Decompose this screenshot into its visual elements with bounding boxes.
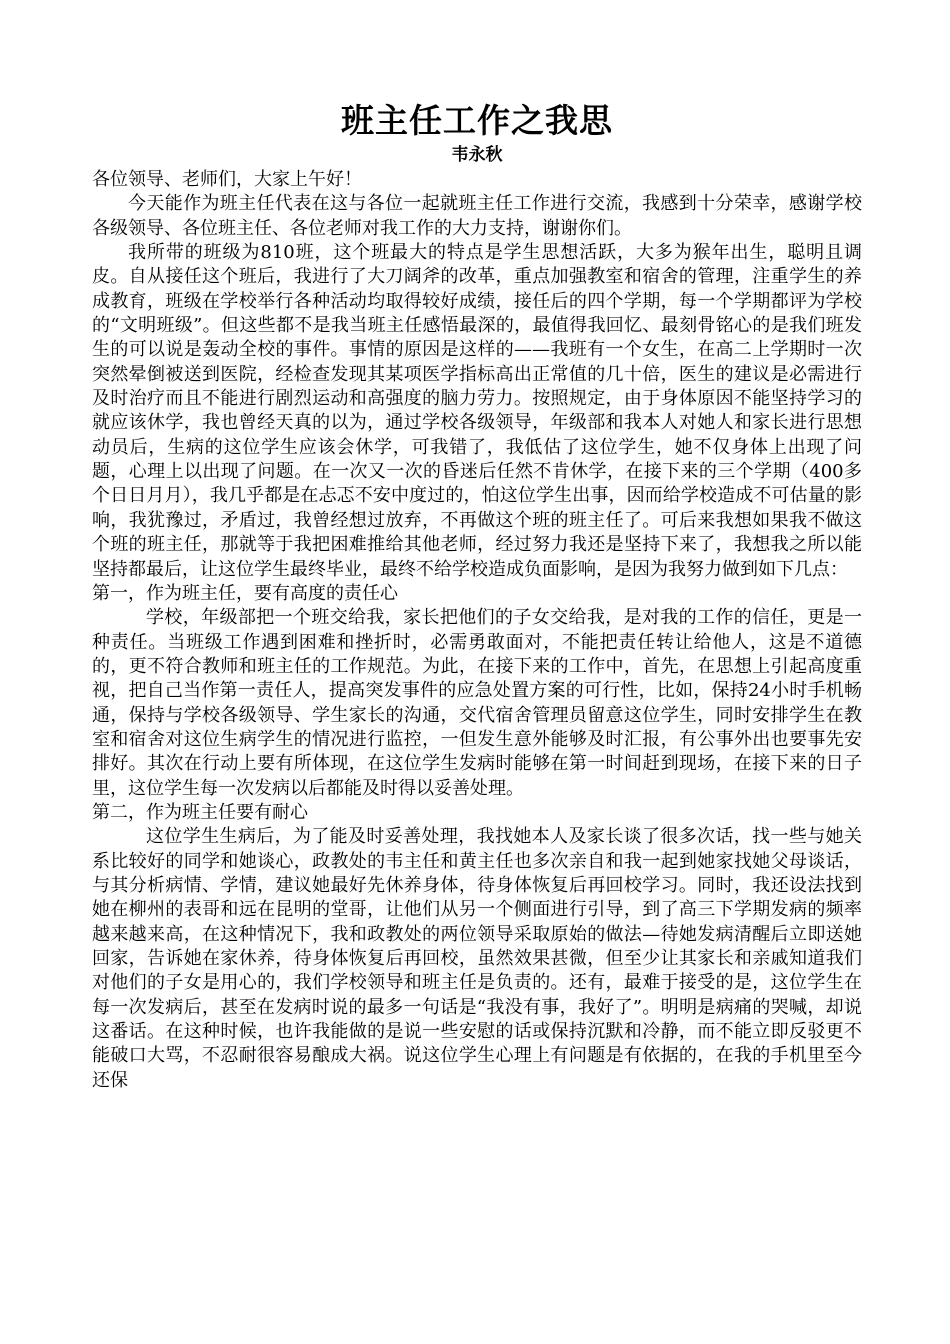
background-paragraph: 我所带的班级为810班，这个班最大的特点是学生思想活跃，大多为猴年出生，聪明且调皮。自从接任这个班后，我进行了大刀阔斧的改革，重点加强教室和宿舍的管理，注重学生的养成教育，班级在学校举行各种活动均取得较好成绩，接任后的四个学期，每一个学期都评为学校的“文明班级”。但这些都不是我当班主任感悟最深的，最值得我回忆、最刻骨铭心的是我们班发生的可以说是轰动全校的事件。事情的原因是这样的——我班有一个女生，在高二上学期时一次突然晕倒被送到医院，经检查发现其某项医学指标高出正常值的几十倍，医生的建议是必需进行及时治疗而且不能进行剧烈运动和高强度的脑力劳力。按照规定，由于身体原因不能坚持学习的就应该休学，我也曾经天真的以为，通过学校各级领导，年级部和我本人对她人和家长进行思想动员后，生病的这位学生应该会休学，可我错了，我低估了这位学生，她不仅身体上出现了问题，心理上以出现了问题。在一次又一次的昏迷后任然不肯休学，在接下来的三个学期（400多个日日月月），我几乎都是在忐忑不安中度过的，怕这位学生出事，因而给学校造成不可估量的影响，我犹豫过，矛盾过，我曾经想过放弃，不再做这个班的班主任了。可后来我想如果我不做这个班的班主任，那就等于我把困难推给其他老师，经过努力我还是坚持下来了，我想我之所以能坚持都最后，让这位学生最终毕业，最终不给学校造成负面影响，是因为我努力做到如下几点： [92,242,862,580]
section-heading-patience: 第二，作为班主任要有耐心 [92,801,308,823]
author-name: 韦永秋 [451,145,503,165]
responsibility-paragraph: 学校，年级部把一个班交给我，家长把他们的子女交给我，是对我的工作的信任，更是一种责任。当班级工作遇到困难和挫折时，必需勇敢面对，不能把责任转让给他人，这是不道德的，更不符合教师和班主任的工作规范。为此，在接下来的工作中，首先，在思想上引起高度重视，把自己当作第一责任人，提高突发事件的应急处置方案的可行性，比如，保持24小时手机畅通，保持与学校各级领导、学生家长的沟通，交代宿舍管理员留意这位学生，同时安排学生在教室和宿舍对这位生病学生的情况进行监控，一但发生意外能够及时汇报，有公事外出也要事先安排好。其次在行动上要有所体现，在这位学生发病时能够在第一时间赶到现场，在接下来的日子里，这位学生每一次发病以后都能及时得以妥善处理。 [92,607,862,799]
intro-paragraph: 今天能作为班主任代表在这与各位一起就班主任工作进行交流，我感到十分荣幸，感谢学校各级领导、各位班主任、各位老师对我工作的大力支持，谢谢你们。 [92,193,862,239]
greeting-paragraph: 各位领导、老师们，大家上午好！ [92,169,362,190]
section-heading-responsibility: 第一，作为班主任，要有高度的责任心 [92,582,398,604]
patience-paragraph: 这位学生生病后，为了能及时妥善处理，我找她本人及家长谈了很多次话，找一些与她关系比较好的同学和她谈心，政教处的韦主任和黄主任也多次亲自和我一起到她家找她父母谈话，与其分析病情、学情，建议她最好先休养身体，待身体恢复后再回校学习。同时，我还设法找到她在柳州的表哥和远在昆明的堂哥，让他们从另一个侧面进行引导，到了高三下学期发病的频率越来越来高，在这种情况下，我和政教处的两位领导采取原始的做法—待她发病清醒后立即送她回家，告诉她在家休养，待身体恢复后再回校，虽然效果甚微，但至少让其家长和亲戚知道我们对他们的子女是用心的，我们学校领导和班主任是负责的。还有，最难于接受的是，这位学生在每一次发病后，甚至在发病时说的最多一句话是“我没有事，我好了”。明明是病痛的哭喊，却说这番话。在这种时候，也许我能做的是说一些安慰的话或保持沉默和冷静，而不能立即反驳更不能破口大骂，不忍耐很容易酿成大祸。说这位学生心理上有问题是有依据的，在我的手机里至今还保 [92,826,862,1091]
document-page [92,98,862,1093]
document-title: 班主任工作之我思 [341,101,613,140]
